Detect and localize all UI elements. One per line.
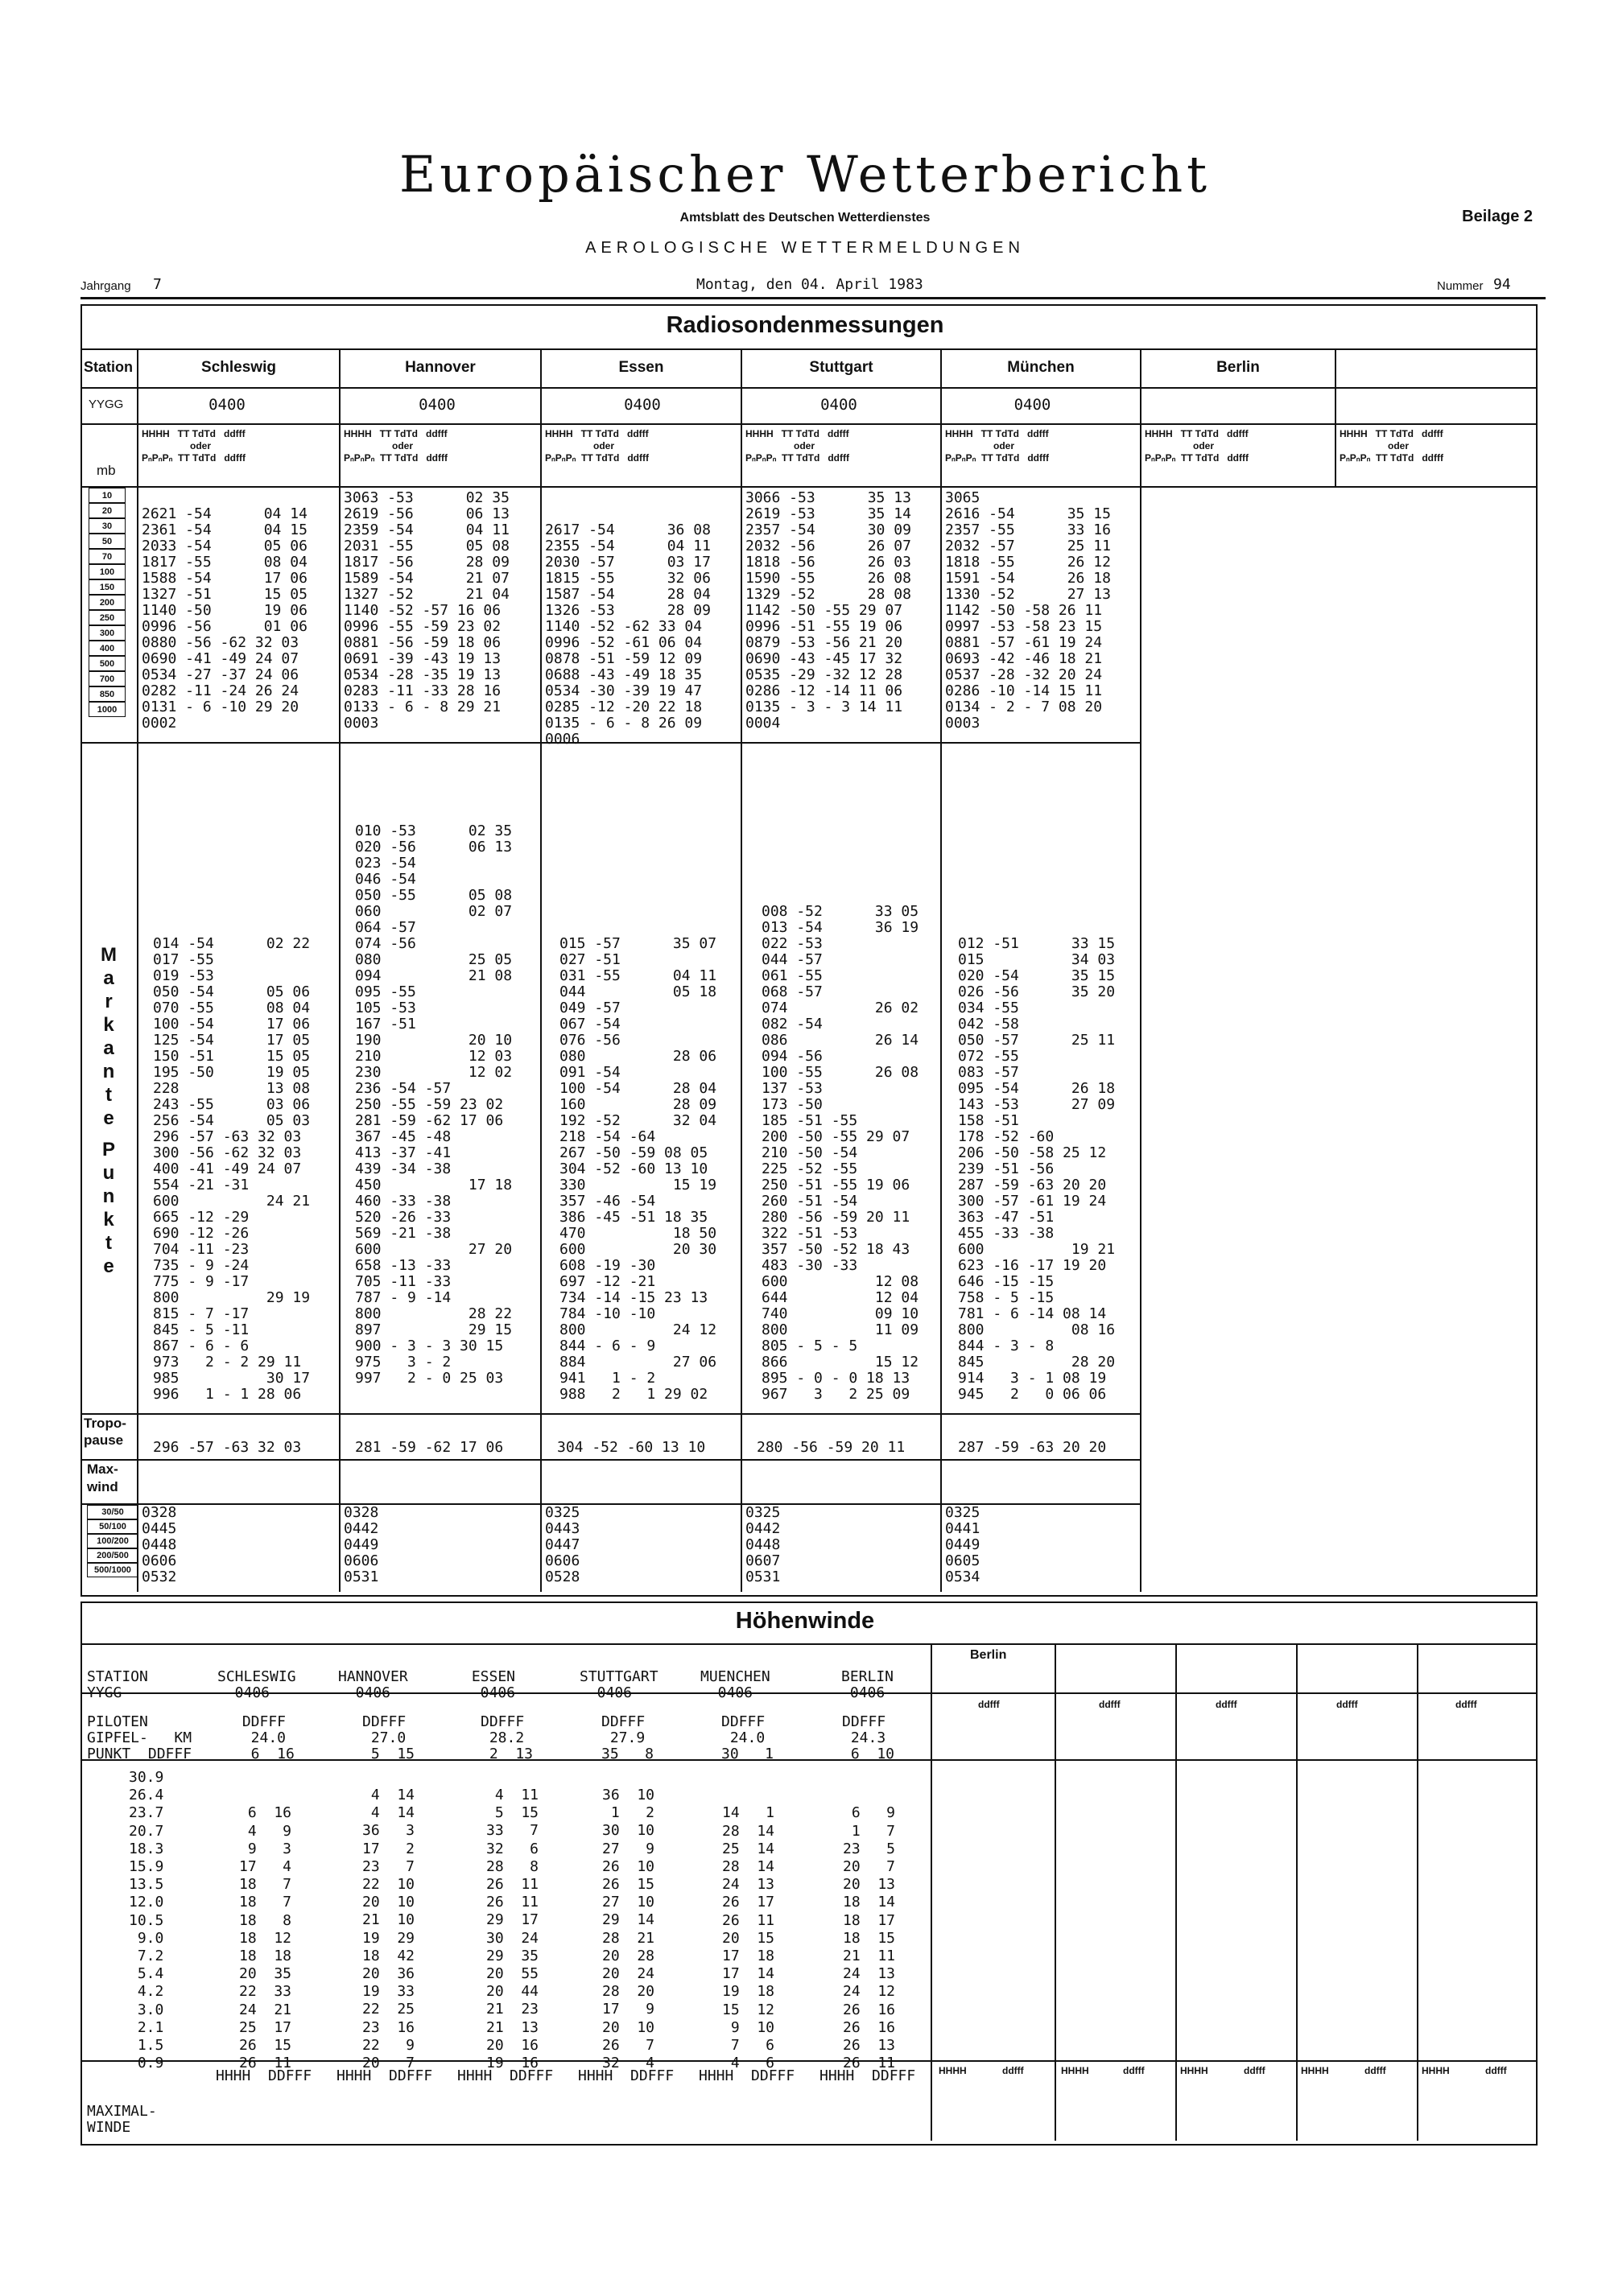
berlin-ddfff: ddfff [1002,2065,1024,2076]
wind-station-stuttgart: STUTTGART 0406 [580,1668,658,1701]
yygg-muenchen: 0400 [1013,396,1051,414]
berlin-hhhh: HHHH [1180,2065,1208,2076]
max-wind-header: HHHH DDFFF [336,2067,433,2084]
maxwind-levels: 30/50 50/100 100/200 200/500 500/1000 [87,1505,138,1577]
tropopause-schleswig: 296 -57 -63 32 03 [153,1439,302,1456]
tropopause-muenchen: 287 -59 -63 20 20 [958,1439,1107,1456]
station-hannover: Hannover [405,359,476,376]
station-label: Station [84,359,133,375]
berlin-ddfff: ddfff [1455,1699,1477,1710]
year-value: 7 [153,276,162,293]
winds-muenchen: 14 1 28 14 25 14 28 14 24 13 26 17 26 11 20 15 17 18 17 14 19 18 15 12 9 10 7 6 4 6 [722,1804,775,2072]
standard-levels-stuttgart: 3066 -53 35 13 2619 -53 35 14 2357 -54 30 09 2032 -56 26 07 1818 -56 26 03 1590 -55 26 08 1329 -52 28 08 1142 -50 -55 29 07 0996 -51 -55 19 06 0879 -53 -56 21 20 0690 -43 -45 17 32 0535 -29 -32 12 28 0286 -12 -14 11 06 0135 - 3 - 3 14 11 0004 [745,489,911,732]
maxwind-stuttgart: 0325 0442 0448 0607 0531 [745,1504,781,1585]
berlin-ddfff: ddfff [1336,1699,1358,1710]
max-wind-header: HHHH DDFFF [457,2067,554,2084]
significant-points-label: M a r k a n t e P u n k t e [101,944,117,1277]
berlin-ddfff: ddfff [1364,2065,1386,2076]
pilot-berlin: DDFFF 24.3 6 10 [842,1713,895,1762]
berlin-label: Berlin [970,1648,1007,1662]
radiosonde-title: Radiosondenmessungen [666,312,944,338]
issue-line [80,276,1546,299]
winds-berlin: 6 9 1 7 23 5 20 7 20 13 18 14 18 17 18 15 21 11 24 13 24 12 26 16 26 16 26 13 26 11 [843,1804,896,2072]
pilot-stuttgart: DDFFF 27.9 35 8 [601,1713,654,1762]
maxwind-schleswig: 0328 0445 0448 0606 0532 [142,1504,177,1585]
maxwind-essen: 0325 0443 0447 0606 0528 [545,1504,580,1585]
pilot-hannover: DDFFF 27.0 5 15 [362,1713,415,1762]
section-title: AEROLOGISCHE WETTERMELDUNGEN [585,239,1025,257]
max-wind-header: HHHH DDFFF [578,2067,675,2084]
subtitle: Amtsblatt des Deutschen Wetterdienstes [679,211,931,225]
winds-hannover: 4 14 4 14 36 3 17 2 23 7 22 10 20 10 21 10 19 29 18 42 20 36 19 33 22 25 23 16 22 9 20 7 [362,1787,415,2072]
pilot-label: PILOTEN GIPFEL- KM PUNKT DDFFF [87,1713,192,1762]
significant-points-essen: 015 -57 35 07 027 -51 031 -55 04 11 044 05 18 049 -57 067 -54 076 -56 080 28 06 091 -54 100 -54 28 04 160 28 09 192 -52 32 04 218 -54 -64 267 -50 -59 08 05 304 -52 -60 13 10 330 15 19 357 -46 -54 386 -45 -51 18 35 470 18 50 600 20 30 608 -19 -30 697 -12 -21 734 -14 -15 23 13 784 -10 -10 800 24 12 844 - 6 - 9 884 27 06 941 1 - 2 988 2 1 29 02 [559,935,717,1403]
wind-heights: 30.9 26.4 23.7 20.7 18.3 15.9 13.5 12.0 10.5 9.0 7.2 5.4 4.2 3.0 2.1 1.5 0.9 [129,1769,164,2072]
pressure-levels: 10 20 30 50 70 100 150 200 250 300 400 500 700 850 1000 [89,488,126,717]
maxwind-hannover: 0328 0442 0449 0606 0531 [344,1504,379,1585]
max-wind-header: HHHH DDFFF [699,2067,795,2084]
standard-levels-muenchen: 3065 2616 -54 35 15 2357 -55 33 16 2032 -57 25 11 1818 -55 26 12 1591 -54 26 18 1330 -52 27 13 1142 -50 -58 26 11 0997 -53 -58 23 15 0881 -57 -61 19 24 0693 -42 -46 18 21 0537 -28 -32 20 24 0286 -10 -14 15 11 0134 - 2 - 7 08 20 0003 [945,489,1111,732]
berlin-hhhh: HHHH [1301,2065,1329,2076]
pilot-schleswig: DDFFF 24.0 6 16 [242,1713,295,1762]
standard-levels-essen: 2617 -54 36 08 2355 -54 04 11 2030 -57 03 17 1815 -55 32 06 1587 -54 28 04 1326 -53 28 09 1140 -52 -62 33 04 0996 -52 -61 06 04 0878 -51 -59 12 09 0688 -43 -49 18 35 0534 -30 -39 19 47 0285 -12 -20 22 18 0135 - 6 - 8 26 09 0006 [545,521,711,748]
column-header: HHHH TT TdTd ddfff oder PₙPₙPₙ TT TdTd ddfff [1340,428,1443,464]
maxwind-muenchen: 0325 0441 0449 0605 0534 [945,1504,980,1585]
yygg-stuttgart: 0400 [820,396,857,414]
significant-points-hannover: 010 -53 02 35 020 -56 06 13 023 -54 046 -54 050 -55 05 08 060 02 07 064 -57 074 -56 080 25 05 094 21 08 095 -55 105 -53 167 -51 190 20 10 210 12 03 230 12 02 236 -54 -57 250 -55 -59 23 02 281 -59 -62 17 06 367 -45 -48 413 -37 -41 439 -34 -38 450 17 18 460 -33 -38 520 -26 -33 569 -21 -38 600 27 20 658 -13 -33 705 -11 -33 787 - 9 -14 800 28 22 897 29 15 900 - 3 - 3 30 15 975 3 - 2 997 2 - 0 25 03 [355,822,513,1387]
column-header: HHHH TT TdTd ddfff oder PₙPₙPₙ TT TdTd ddfff [545,428,649,464]
berlin-ddfff: ddfff [1485,2065,1507,2076]
significant-points-schleswig: 014 -54 02 22 017 -55 019 -53 050 -54 05 06 070 -55 08 04 100 -54 17 06 125 -54 17 05 150 -51 15 05 195 -50 19 05 228 13 08 243 -55 03 06 256 -54 05 03 296 -57 -63 32 03 300 -56 -62 32 03 400 -41 -49 24 07 554 -21 -31 600 24 21 665 -12 -29 690 -12 -26 704 -11 -23 735 - 9 -24 775 - 9 -17 800 29 19 815 - 7 -17 845 - 5 -11 867 - 6 - 6 973 2 - 2 29 11 985 30 17 996 1 - 1 28 06 [153,935,311,1403]
page-title: Europäischer Wetterbericht [398,145,1212,204]
berlin-ddfff: ddfff [1216,1699,1237,1710]
station-stuttgart: Stuttgart [809,359,873,376]
column-header: HHHH TT TdTd ddfff oder PₙPₙPₙ TT TdTd ddfff [142,428,246,464]
pilot-essen: DDFFF 28.2 2 13 [481,1713,534,1762]
winds-essen: 4 11 5 15 33 7 32 6 28 8 26 11 26 11 29 17 30 24 29 35 20 55 20 44 21 23 21 13 20 16 19 16 [486,1787,539,2072]
pilot-muenchen: DDFFF 24.0 30 1 [721,1713,774,1762]
column-header: HHHH TT TdTd ddfff oder PₙPₙPₙ TT TdTd ddfff [945,428,1049,464]
yygg-label: YYGG [89,398,124,411]
column-header: HHHH TT TdTd ddfff oder PₙPₙPₙ TT TdTd ddfff [745,428,849,464]
significant-points-muenchen: 012 -51 33 15 015 34 03 020 -54 35 15 026 -56 35 20 034 -55 042 -58 050 -57 25 11 072 -55 083 -57 095 -54 26 18 143 -53 27 09 158 -51 178 -52 -60 206 -50 -58 25 12 239 -51 -56 287 -59 -63 20 20 300 -57 -61 19 24 363 -47 -51 455 -33 -38 600 19 21 623 -16 -17 19 20 646 -15 -15 758 - 5 -15 781 - 6 -14 08 14 800 08 16 844 - 3 - 8 845 28 20 914 3 - 1 08 19 945 2 0 06 06 [958,935,1116,1403]
significant-points-stuttgart: 008 -52 33 05 013 -54 36 19 022 -53 044 -57 061 -55 068 -57 074 26 02 082 -54 086 26 14 094 -56 100 -55 26 08 137 -53 173 -50 185 -51 -55 200 -50 -55 29 07 210 -50 -54 225 -52 -55 250 -51 -55 19 06 260 -51 -54 280 -56 -59 20 11 322 -51 -53 357 -50 -52 18 43 483 -30 -33 600 12 08 644 12 04 740 09 10 800 11 09 805 - 5 - 5 866 15 12 895 - 0 - 0 18 13 967 3 2 25 09 [762,903,919,1403]
station-berlin: Berlin [1216,359,1260,376]
station-muenchen: München [1007,359,1075,376]
station-schleswig: Schleswig [201,359,276,376]
column-header: HHHH TT TdTd ddfff oder PₙPₙPₙ TT TdTd ddfff [1145,428,1249,464]
number-label: Nummer [1437,279,1484,293]
wind-station-berlin: BERLIN 0406 [841,1668,894,1701]
wind-station-muenchen: MUENCHEN 0406 [700,1668,770,1701]
issue-date: Montag, den 04. April 1983 [696,276,923,293]
tropopause-label: Tropo- pause [84,1416,126,1448]
tropopause-stuttgart: 280 -56 -59 20 11 [757,1439,906,1456]
wind-station-hannover: HANNOVER 0406 [338,1668,408,1701]
berlin-hhhh: HHHH [1061,2065,1089,2076]
berlin-ddfff: ddfff [1244,2065,1265,2076]
berlin-ddfff: ddfff [1123,2065,1145,2076]
standard-levels-hannover: 3063 -53 02 35 2619 -56 06 13 2359 -54 04 11 2031 -55 05 08 1817 -56 28 09 1589 -54 21 07 1327 -52 21 04 1140 -52 -57 16 06 0996 -55 -59 23 02 0881 -56 -59 18 06 0691 -39 -43 19 13 0534 -28 -35 19 13 0283 -11 -33 28 16 0133 - 6 - 8 29 21 0003 [344,489,510,732]
berlin-hhhh: HHHH [939,2065,967,2076]
berlin-ddfff: ddfff [978,1699,1000,1710]
winds-stuttgart: 36 10 1 2 30 10 27 9 26 10 26 15 27 10 29 14 28 21 20 28 20 24 28 20 17 9 20 10 26 7 32 4 [602,1787,655,2072]
berlin-ddfff: ddfff [1099,1699,1121,1710]
column-header: HHHH TT TdTd ddfff oder PₙPₙPₙ TT TdTd ddfff [344,428,448,464]
number-value: 94 [1493,276,1511,293]
wind-station-schleswig: SCHLESWIG 0406 [217,1668,296,1701]
winds-schleswig: 6 16 4 9 9 3 17 4 18 7 18 7 18 8 18 12 18 18 20 35 22 33 24 21 25 17 26 15 26 11 [239,1804,292,2072]
station-essen: Essen [618,359,664,376]
maximal-winds-label: MAXIMAL- WINDE [87,2103,157,2136]
upper-winds-frame [80,1601,1538,2146]
mb-label: mb [97,463,116,478]
wind-station-essen: ESSEN 0406 [471,1668,516,1701]
berlin-hhhh: HHHH [1422,2065,1450,2076]
max-wind-header: HHHH DDFFF [819,2067,916,2084]
yygg-schleswig: 0400 [208,396,246,414]
max-wind-header: HHHH DDFFF [216,2067,312,2084]
supplement-label: Beilage 2 [1462,208,1533,225]
wind-station-label: STATION YYGG [87,1668,148,1701]
tropopause-hannover: 281 -59 -62 17 06 [355,1439,504,1456]
year-label: Jahrgang [80,279,131,293]
standard-levels-schleswig: 2621 -54 04 14 2361 -54 04 15 2033 -54 05 06 1817 -55 08 04 1588 -54 17 06 1327 -51 15 05 1140 -50 19 06 0996 -56 01 06 0880 -56 -62 32 03 0690 -41 -49 24 07 0534 -27 -37 24 06 0282 -11 -24 26 24 0131 - 6 -10 29 20 0002 [142,505,308,732]
tropopause-essen: 304 -52 -60 13 10 [557,1439,706,1456]
yygg-hannover: 0400 [419,396,456,414]
yygg-essen: 0400 [624,396,661,414]
upper-winds-title: Höhenwinde [735,1608,875,1634]
maxwind-label: Max- wind [87,1461,118,1494]
